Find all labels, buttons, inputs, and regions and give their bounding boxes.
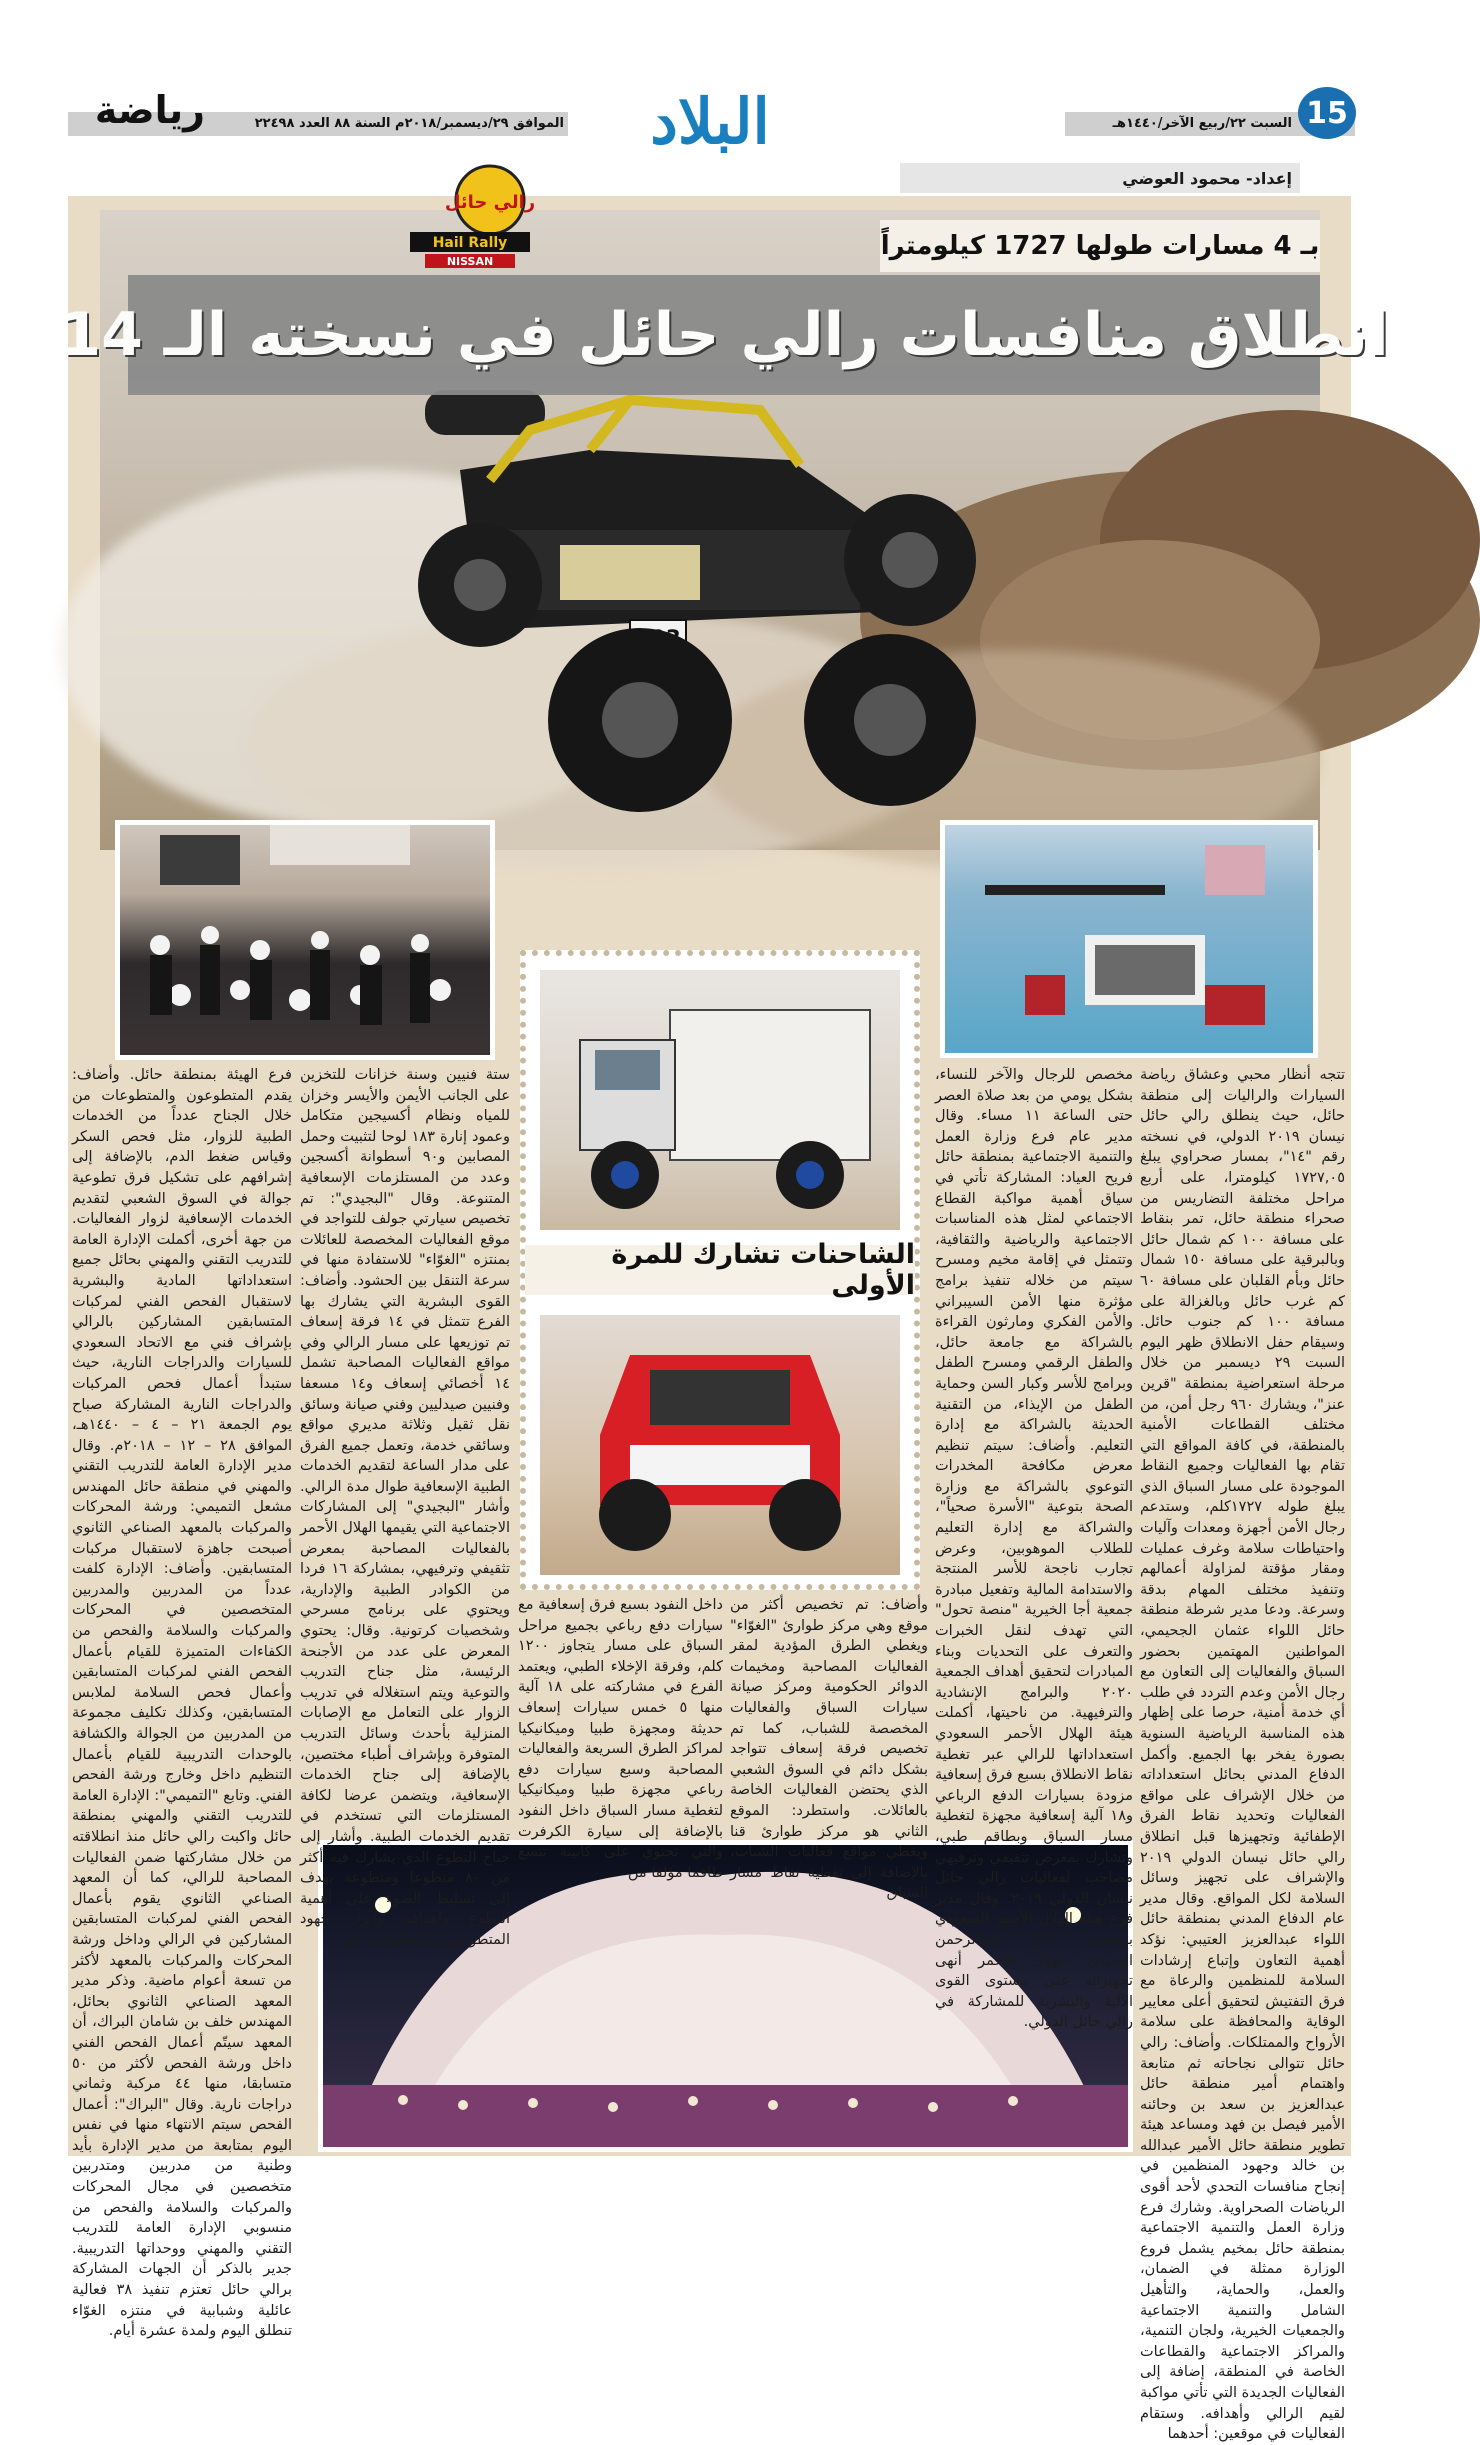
rally-logo-sponsor: NISSAN xyxy=(446,255,494,268)
article-subtitle: بـ 4 مسارات طولها 1727 كيلومتراً xyxy=(880,220,1320,272)
text-column-4: داخل النفود بسبع فرق إسعافية مع سيارات دفع رباعي بجميع مراحل السباق على مسار يتجاوز ١٢٠٠ كلم، وفرقة الإخلاء الطبي، ويعتمد الفرع في مشاركته على ١٨ آلية منها ٥ خمس سيارات إسعاف حديثة ومجهزة طبيا وميكانيكيا لمراكز الطرق السريعة والفعاليات المصاحبة وسبع سيارات دفع رباعي مجهزة طبيا وميكانيكيا لتغطية مسار السباق داخل النفود بالإضافة إلى سيارة الكرفرت والتي تحتوي على كابينة تتسع طاقما مؤلفا من xyxy=(518,1597,723,1881)
photo-caption: الشاحنات تشارك للمرة الأولى xyxy=(525,1245,915,1295)
buggy-illustration xyxy=(330,360,1030,830)
newspaper-logo[interactable] xyxy=(615,76,805,166)
rally-logo-text: رالي حائل xyxy=(444,192,536,213)
header-date-hijri: السبت ٢٢/ربيع الآخر/١٤٤٠هـ xyxy=(1112,116,1292,131)
crowd-photo xyxy=(115,820,495,1060)
logo-text: البلاد xyxy=(650,84,770,158)
text-column-1: تتجه أنظار محبي وعشاق رياضة السيارات والراليات إلى منطقة حائل، حيث ينطلق رالي حائل نيسان ٢٠١٩ الدولي، في نسخته رقم "١٤"، بمسار صحراوي يبلغ ١٧٢٧,٠٥ كيلومترا، على أربع مراحل مختلفة التضاريس من صحراء منطقة حائل، تمر بنقاط على مسافة ١٠٠ كم شمال حائل وبالبرقية على مسافة ١٥٠ شمال حائل وبأم القلبان على مسافة ٦٠ كم غرب حائل وبالغزالة على مسافة ١٠٠ كم جنوب حائل. وسيقام حفل الانطلاق ظهر اليوم السبت ٢٩ ديسمبر من خلال مرحلة استعراضية بمنطقة "قرين عنز"، ويشارك ٩٦٠ رجل أمن، من مختلف القطاعات الأمنية بالمنطقة، في كافة المواقع التي تقام بها الفعاليات وجميع النقاط الموجودة على مسار السباق الذي يبلغ طوله ١٧٢٧كلم، وستدعم رجال الأمن أجهزة ومعدات وآليات واحتياطات سلامة وغرف عمليات ومقار مؤقتة لمزاولة أعمالهم وتنفيذ مختلف المهام بدقة وسرعة. ودعا مدير شرطة منطقة حائل اللواء عثمان الجحيمي، المواطنين المهتمين بحضور السباق والفعاليات إلى التعاون مع رجال الأمن وعدم التردد في طلب أي خدمة أمنية، حرصا على إظهار هذه المناسبة الرياضية السنوية بصورة يفخر بها الجميع. وأكمل الدفاع المدني بحائل استعداداته من خلال الإشراف على مواقع الفعاليات وتحديد نقاط الفرق الإطفائية وتجهيزها قبل انطلاق رالي حائل نيسان الدولي ٢٠١٩ والإشراف على تجهيز وسائل السلامة لكل المواقع. وقال مدير عام الدفاع المدني بمنطقة حائل اللواء عبدالعزيز العتيبي: نؤكد أهمية التعاون وإتباع إرشادات السلامة للمنظمين والرعاة مع فرق التفتيش لتحقيق أعلى معايير الوقاية والمحافظة على سلامة الأرواح والممتلكات. وأضاف: رالي حائل تتوالى نجاحاته ثم متابعة واهتمام أمير منطقة حائل عبدالعزيز بن سعد بن وحائنه الأمير فيصل بن فهد ومساعد هيئة تطوير منطقة حائل الأمير عبدالله بن خالد وجهود المنظمين في إنجاح منافسات التحدي لأحد أقوى الرياضات الصحراوية. وشارك فرع وزارة العمل والتنمية الاجتماعية بمنطقة حائل بمخيم يشمل فروع الوزارة ممثلة في الضمان، والعمل، والحماية، والتأهيل الشامل والتنمية الاجتماعية والجمعيات الخيرية، ولجان التنمية، والمراكز الاجتماعية والقطاعات الخاصة في المنطقة، إضافة إلى الفعاليات الجديدة التي تأتي مواكبة لقيم الرالي وأهدافه. وستقام الفعاليات في موقعين: أحدهما xyxy=(1140,1067,1346,2443)
author-byline: إعداد- محمود العوضي xyxy=(900,163,1300,193)
section-title: رياضة xyxy=(94,88,205,132)
text-column-5: ستة فنيين وسنة خزانات للتخزين على الجانب الأيمن والأيسر وخزان للمياه ونظام أكسيجين متكامل وعمود إنارة ١٨٣ لوحا لتثبيت وحمل المصابين و٩٠ أسطوانة أكسجين وعدد من المستلزمات الإسعافية المتنوعة. وقال "البجيدي": تم تخصيص سيارتي جولف للتواجد في موقع الفعاليات المخصصة للعائلات بمنتزه "الغوّاء" للاستفادة منها في سرعة التنقل بين الحشود. وأضاف: القوى البشرية التي يشارك بها الفرع تتمثل في ١٤ فرقة إسعاف تم توزيعها على مسار الرالي وفي مواقع الفعاليات المصاحبة تشمل ١٤ أخصائي إسعاف و١٤ مسعفا وفنيين صيدليين وفني صيانة وسائق نقل ثقيل وثلاثة مديري مواقع وسائقي خدمة، وتعمل جميع الفرق على مدار الساعة لتقديم الخدمات الطبية الإسعافية طوال مدة الرالي. وأشار "البجيدي" إلى المشاركات الاجتماعية التي يقيمها الهلال الأحمر بالفعاليات المصاحبة بمعرض تثقيفي وترفيهي، بمشاركة ١٦ فردا من الكوادر الطبية والإدارية، ويحتوي على برنامج مسرحي وشخصيات كرتونية. وقال: يحتوي المعرض على عدد من الأجنحة الرئيسة، مثل جناح التدريب والتوعية ويتم استغلاله في تدريب الزوار على التعامل مع الإصابات المنزلية بأحدث وسائل التدريب المتوفرة وبإشراف أطباء مختصين، بالإضافة إلى جناح الخدمات الإسعافية، ويتضمن عرضا لكافة المستلزمات التي تستخدم في تقديم الخدمات الطبية. وأشار إلى جناح التطوع الذي يشارك فيه أكثر من ٨٠ متطوعا ومتطوعة يهدف إلى تسليط الضوء على أهمية التطوع وأهدافه وإبراز جهود المتطوعين والمتطوعات في xyxy=(300,1067,511,1948)
article-title: انطلاق منافسات رالي حائل في نسخته الـ 14 xyxy=(59,300,1389,370)
rally-logo xyxy=(410,160,540,270)
truck-photo xyxy=(535,965,905,1235)
rally-logo-sub: Hail Rally xyxy=(432,235,508,251)
text-column-2: مخصص للرجال والآخر للنساء، بشكل يومي من بعد صلاة العصر حتى الساعة ١١ مساء. وقال مدير عام فرع وزارة العمل والتنمية الاجتماعية بمنطقة حائل فريح العياد: المشاركة تأتي في سياق أهمية مواكبة القطاع الاجتماعي لمثل هذه المناسبات الاجتماعية والرياضية والثقافية، وتتمثل في إقامة مخيم ومسرح سيتم من خلاله تنفيذ برامج مؤثرة منها الأمن السيبراني والأمن الفكري ومارثون القراءة بالشراكة مع جامعة حائل، والطفل الرقمي ومسرح الطفل وبرامج للأسر وكبار السن وحماية الطفل من الإيذاء، من التقنية الحديثة بالشراكة مع إدارة التعليم. وأضاف: سيتم تنظيم معرض مكافحة المخدرات التوعوي بالشراكة مع وزارة الصحة بتوعية "الأسرة صحياً"، والشراكة مع إدارة التعليم للطلاب الموهوبين، وعرض تجارب ناجحة للأسر المنتجة والاستدامة المالية وتفعيل مبادرة جمعية أجا الخيرية "منصة تحول" التي تهدف لنقل الخبرات والتعرف على التحديات وبناء المبادرات لتحقيق أهداف الجمعية ٢٠٢٠ والبرامج الإنشادية والترفيهية. من ناحيتها، أكملت هيئة الهلال الأحمر السعودي استعداداتها للرالي عبر تغطية نقاط الانطلاق بسبع فرق إسعافية مزودة بسيارات الدفع الرباعي و١٨ آلية إسعافية مجهزة لتغطية مسار السباق وبطاقم طبي، وتشارك بمعرض تثقيفي وترفيهي مصاحب لفعاليات رالي حائل نيسان الدولي ٢٠١٩. وقال مدير فرع هيئة الهلال الأحمر السعودي بمنطقة حائل عبدالرحمن البجيدي: الهلال الأحمر أنهى تجهيزاته على مستوى القوى الآلية والبشرية للمشاركة في رالي حائل الدولي. xyxy=(935,1067,1134,2031)
ceremony-photo xyxy=(940,820,1318,1058)
article-title-box xyxy=(59,275,1389,395)
page-number: 15 xyxy=(1298,87,1356,139)
text-column-6: فرع الهيئة بمنطقة حائل. وأضاف: يقدم المتطوعون والمتطوعات من خلال الجناح عدداً من الخدمات الطبية للزوار، مثل فحص السكر وقياس ضغط الدم، بالإضافة إلى إشرافهم على تشكيل فرق تطوعية جوالة في السوق الشعبي لتقديم الخدمات الإسعافية لزوار الفعاليات. من جهة أخرى، أكملت الإدارة العامة للتدريب التقني والمهني بحائل جميع استعداداتها المادية والبشرية لاستقبال الفحص الفني لمركبات المتسابقين المشاركين بالرالي بإشراف فني مع الاتحاد السعودي للسيارات والدراجات النارية، حيث ستبدأ أعمال فحص المركبات والدراجات النارية المشاركة صباح يوم الجمعة ٢١ – ٤ – ١٤٤٠هـ، الموافق ٢٨ – ١٢ – ٢٠١٨م. وقال مدير الإدارة العامة للتدريب التقني والمهني في منطقة حائل المهندس مشعل التميمي: ورشة المحركات والمركبات بالمعهد الصناعي الثانوي أصبحت جاهزة لاستقبال مركبات المتسابقين. وأضاف: الإدارة كلفت عدداً من المدربين والمدربين المتخصصين في المحركات والمركبات والسلامة والفحص من الكفاءات المتميزة للقيام بأعمال الفحص الفني لمركبات المتسابقين وأعمال فحص السلامة لملابس المتسابقين، وكذلك تكليف مجموعة من المدربين من الجوالة والكشافة بالوحدات التدريبية للقيام بأعمال التنظيم داخل وخارج ورشة الفحص الفني. وتابع "التميمي": الإدارة العامة للتدريب التقني والمهني بمنطقة حائل واكبت رالي حائل منذ انطلاقته من خلال مشاركتها ضمن الفعاليات المصاحبة للرالي، كما أن المعهد الصناعي الثانوي يقوم بأعمال الفحص الفني لمركبات المتسابقين المشاركين في الرالي وداخل ورشة المحركات والمركبات بالمعهد لأكثر من تسعة أعوام ماضية. وذكر مدير المعهد الصناعي الثانوي بحائل، المهندس خلف بن شامان البراك، أن المعهد سيتّم أعمال الفحص الفني داخل ورشة الفحص لأكثر من ٥٠ متسابقا، منها ٤٤ مركبة وثماني دراجات نارية. وقال "البراك": أعمال الفحص سيتم الانتهاء منها في نفس اليوم بمتابعة من مدير الإدارة بأيد وطنية من مدربين ومتدربين متخصصين في مجال المحركات والمركبات والسلامة والفحص من منسوبي الإدارة العامة للتدريب التقني والمهني ووحداتها التدريبية. جدير بالذكر أن الجهات المشاركة برالي حائل تعتزم تنفيذ ٣٨ فعالية عائلية وشبابية في منتزه الغوّاء تنطلق اليوم ولمدة عشرة أيام. xyxy=(72,1067,293,2340)
header-date-gregorian: الموافق ٢٩/ديسمبر/٢٠١٨م السنة ٨٨ العدد ٢٢٤٩٨ xyxy=(254,116,564,131)
toyota-car-photo xyxy=(535,1310,905,1580)
text-column-3: وأضاف: تم تخصيص أكثر من موقع وهي مركز طوارئ "الغوّاء" ويغطي الطرق المؤدية لمقر الفعاليات المصاحبة ومخيمات الدوائر الحكومية ومركز صيانة سيارات السباق والفعاليات المخصصة للشباب، كما تم تخصيص فرقة إسعاف تتواجد بشكل دائم في السوق الشعبي الذي يحتضن الفعاليات الخاصة بالعائلات. واستطرد: الموقع الثاني هو مركز طوارئ قنا ويغطي مواقع فعاليات الشباب، بالإضافة إلى تغطية نقاط مسار السباق xyxy=(730,1597,928,1902)
